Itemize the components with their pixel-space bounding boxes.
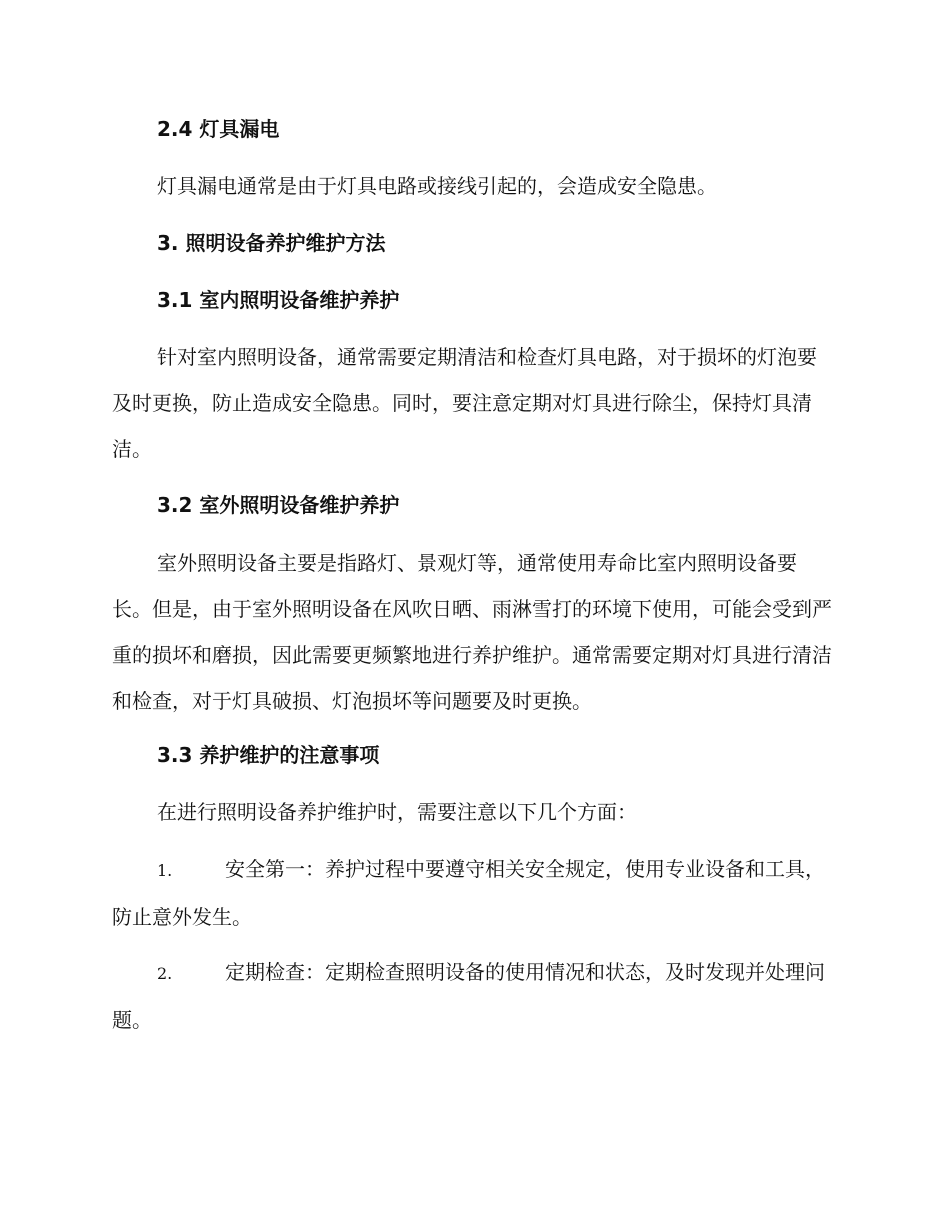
- list-item-number: 1.: [157, 861, 173, 880]
- section-intro-3-3: 在进行照明设备养护维护时，需要注意以下几个方面：: [157, 800, 637, 824]
- section-body-3-2: 室外照明设备主要是指路灯、景观灯等，通常使用寿命比室内照明设备要长。但是，由于室外照明设备在风吹日晒、雨淋雪打的环境下使用，可能会受到严重的损坏和磨损，因此需要更频繁地进行养护维护。通常需要定期对灯具进行清洁和检查，对于灯具破损、灯泡损坏等问题要及时更换。: [112, 551, 832, 713]
- list-item: [112, 846, 834, 940]
- section-heading-3: 3. 照明设备养护维护方法: [157, 231, 386, 255]
- list-item-number: 2.: [157, 964, 173, 983]
- section-heading-3-3: 3.3 养护维护的注意事项: [157, 743, 380, 767]
- list-item-text: 安全第一：养护过程中要遵守相关安全规定，使用专业设备和工具，防止意外发生。: [112, 857, 825, 929]
- section-heading-3-2: 3.2 室外照明设备维护养护: [157, 493, 400, 517]
- section-heading-2-4: 2.4 灯具漏电: [157, 117, 280, 141]
- section-heading-3-1: 3.1 室内照明设备维护养护: [157, 288, 400, 312]
- list-item: [112, 949, 834, 1043]
- section-body-2-4: 灯具漏电通常是由于灯具电路或接线引起的，会造成安全隐患。: [157, 174, 717, 198]
- section-body-3-1: 针对室内照明设备，通常需要定期清洁和检查灯具电路，对于损坏的灯泡要及时更换，防止造成安全隐患。同时，要注意定期对灯具进行除尘，保持灯具清洁。: [112, 345, 817, 461]
- list-item-text: 定期检查：定期检查照明设备的使用情况和状态，及时发现并处理问题。: [112, 960, 825, 1032]
